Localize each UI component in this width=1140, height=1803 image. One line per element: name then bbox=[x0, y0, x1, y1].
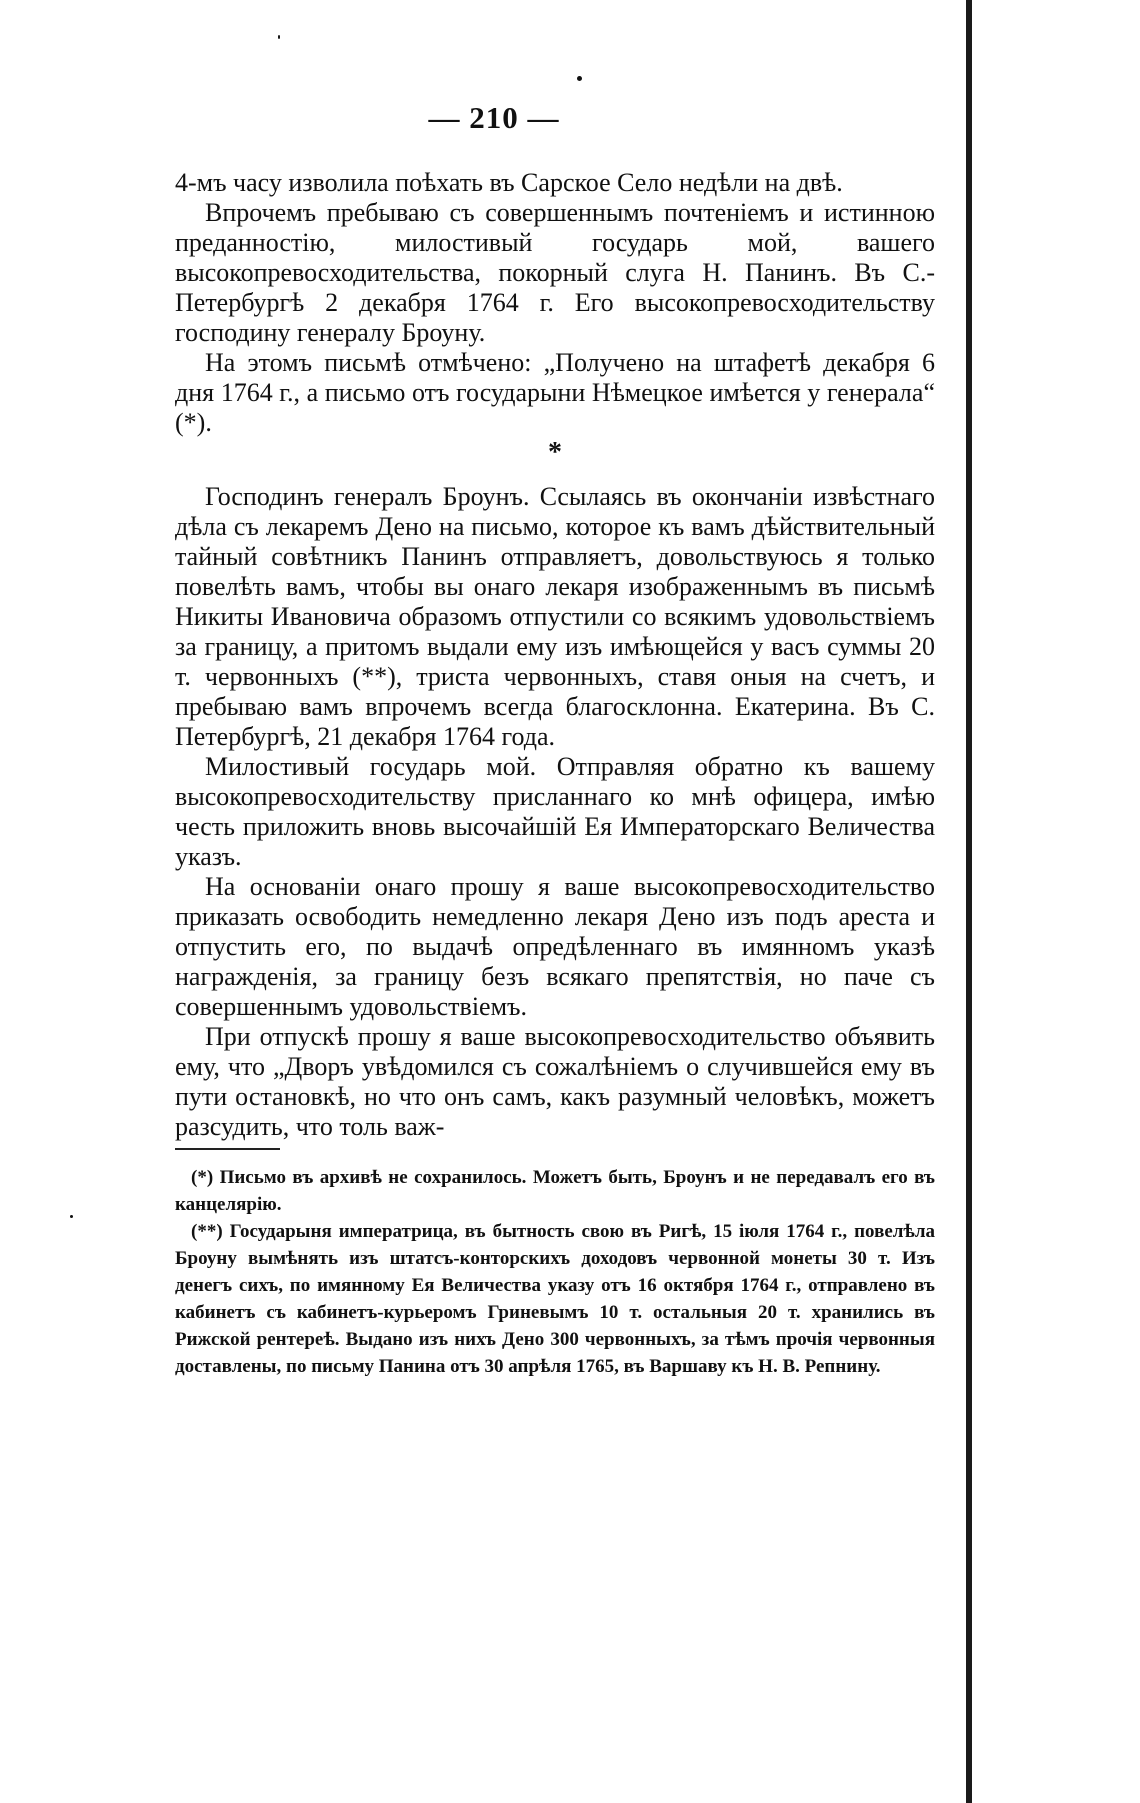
footnote-divider bbox=[175, 1148, 280, 1150]
print-speck bbox=[278, 35, 280, 39]
footnote: (**) Государыня императрица, въ бытность свою въ Ригѣ, 15 іюля 1764 г., повелѣла Броуну вымѣнять изъ штатсъ-конторскихъ доходовъ червонной монеты 30 т. Изъ денегъ сихъ, по имянному Ея Величества указу отъ 16 октября 1764 г., отправлено въ кабинетъ съ кабинетъ-курьеромъ Гриневымъ 10 т. остальныя 20 т. хранились въ Рижской рентереѣ. Выдано изъ нихъ Дено 300 червонныхъ, за тѣмъ прочія червонныя доставлены, по письму Панина отъ 30 апрѣля 1765, въ Варшаву къ Н. В. Репнину. bbox=[175, 1221, 935, 1377]
section-separator: * bbox=[548, 437, 562, 468]
page-edge-shadow bbox=[966, 0, 972, 1803]
paragraph: Господинъ генералъ Броунъ. Ссылаясь въ окончаніи извѣстнаго дѣла съ лекаремъ Дено на письмо, которое къ вамъ дѣйствительный тайный совѣтникъ Панинъ отправляетъ, довольствуюсь я только повелѣть вамъ, чтобы вы онаго лекаря изображеннымъ въ письмѣ Никиты Ивановича образомъ отпустили со всякимъ удовольствіемъ за границу, а притомъ выдали ему изъ имѣющейся у васъ суммы 20 т. червонныхъ (**), триста червонныхъ, ставя оныя на счетъ, и пребываю вамъ впрочемъ всегда благосклонна. Екатерина. Въ С. Петербургѣ, 21 декабря 1764 года. bbox=[175, 482, 935, 751]
paragraph: При отпускѣ прошу я ваше высокопревосходительство объявить ему, что „Дворъ увѣдомился съ сожалѣніемъ о случившейся ему въ пути остановкѣ, но что онъ самъ, какъ разумный человѣкъ, можетъ разсудить, что толь важ- bbox=[175, 1022, 935, 1141]
paragraph: Впрочемъ пребываю съ совершеннымъ почтеніемъ и истинною преданностію, милостивый государь мой, вашего высокопревосходительства, покорный слуга Н. Панинъ. Въ С.-Петербургѣ 2 декабря 1764 г. Его высокопревосходительству господину генералу Броуну. bbox=[175, 198, 935, 347]
footnotes bbox=[175, 1164, 935, 1380]
spacer bbox=[175, 468, 935, 482]
footnote: (*) Письмо въ архивѣ не сохранилось. Можетъ быть, Броунъ и не передавалъ его въ канцелярію. bbox=[175, 1167, 935, 1215]
paragraph: Милостивый государь мой. Отправляя обратно къ вашему высокопревосходительству присланнаго ко мнѣ офицера, имѣю честь приложить вновь высочайшій Ея Императорскаго Величества указъ. bbox=[175, 752, 935, 871]
print-speck bbox=[70, 1215, 73, 1218]
paragraph: На этомъ письмѣ отмѣчено: „Получено на штафетѣ декабря 6 дня 1764 г., а письмо отъ государыни Нѣмецкое имѣется у генерала“ (*). bbox=[175, 348, 935, 437]
print-speck bbox=[577, 76, 582, 81]
paragraph: 4-мъ часу изволила поѣхать въ Сарское Село недѣли на двѣ. bbox=[175, 168, 843, 197]
body-text bbox=[175, 168, 935, 1142]
page-number: — 210 — bbox=[428, 100, 560, 135]
paragraph: На основаніи онаго прошу я ваше высокопревосходительство приказать освободить немедленно лекаря Дено изъ подъ ареста и отпустить его, по выдачѣ опредѣленнаго въ имянномъ указѣ награжденія, за границу безъ всякаго препятствія, но паче съ совершеннымъ удовольствіемъ. bbox=[175, 872, 935, 1021]
